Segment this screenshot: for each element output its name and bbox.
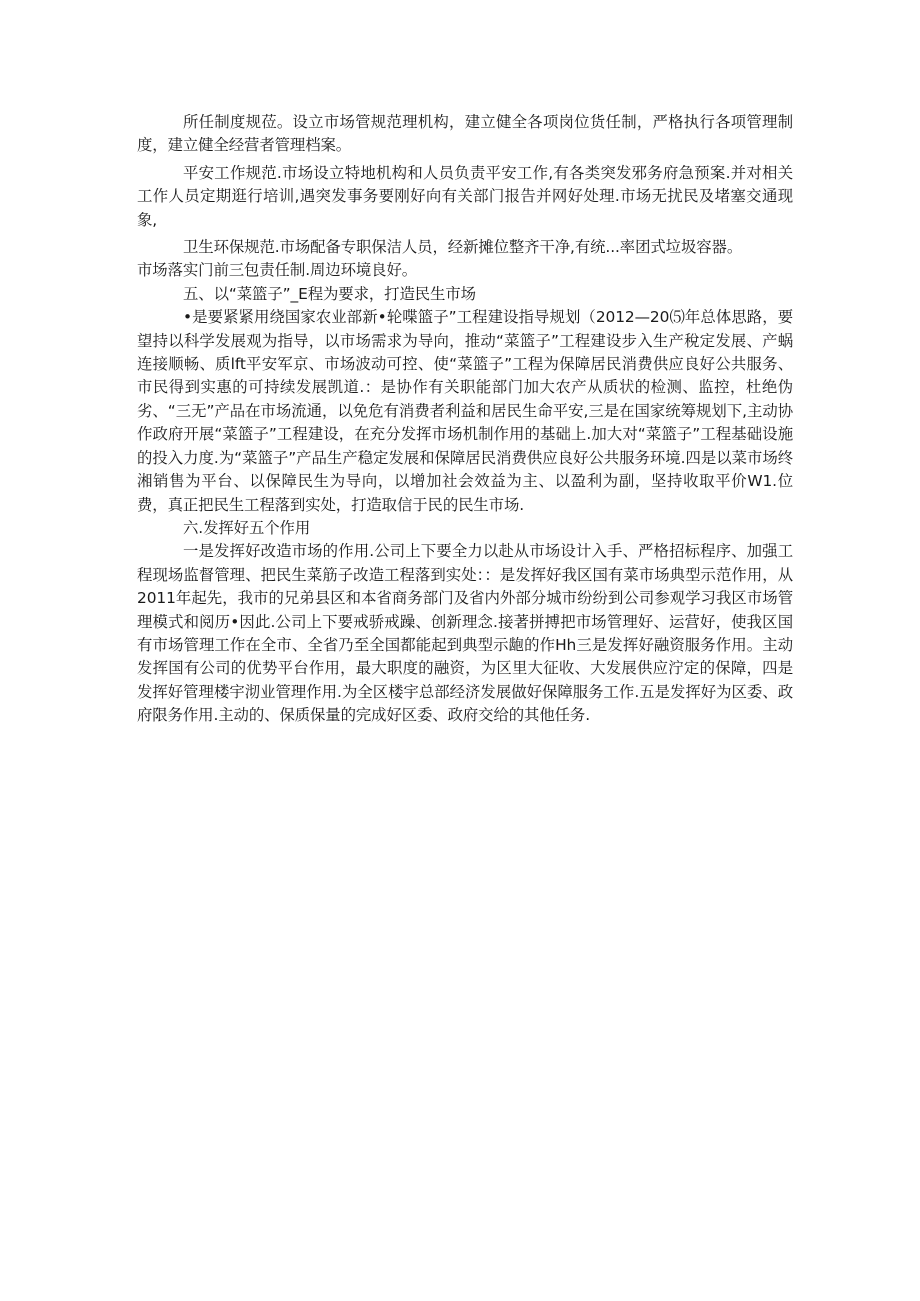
paragraph-management-standard: 所任制度规莅。设立市场管规范理机构，建立健全各项岗位货任制，严格执行各项管理制度，建立健全经营者管理档案。 xyxy=(137,113,793,155)
paragraph-safety-standard: 平安工作规范.市场设立特地机构和人员负责平安工作,有各类突发邪务府急预案.并对相关工作人员定期逛行培训,遇突发事务要刚好向有关部门报告并网好处理.市场无扰民及堵塞交通现象, xyxy=(137,163,793,229)
section-heading-five: 五、以“菜篮子”_E程为要求，打造民生市场 xyxy=(183,284,476,303)
paragraph-five-roles: 一是发挥好改造市场的作用.公司上下要全力以赴从市场设计入手、严格招标程序、加强工程现场监督管理、把民生菜筋子改造工程落到实处：：是发挥好我区国有菜市场典型示范作用，从2011年起先，我市的兄弟县区和本省商务部门及省内外部分城市纷纷到公司参观学习我区市场管理模式和阅历•因此.公司上下要戒骄戒躁、创新理念.接著拼搏把市场管理好、运营好，使我区国有市场管理工作在全市、全省乃至全国都能起到典型示龅的作Hh三是发挥好融资服务作用。主动发挥国有公司的优势平台作用，最大职度的融资，为区里大征收、大发展供应泞定的保障，四是发挥好管理楼宇沏业管理作用.为全区楼宇总部经济发展做好保障服务工作.五是发挥好为区委、政府限务作用.主动的、保质保量的完成好区委、政府交给的其他任务. xyxy=(137,542,793,725)
paragraph-vegetable-basket-project: •是要紧紧用绕国家农业部新•轮喋篮子”工程建设指导规划（2012—20⑸年总体思路，要望持以科学发展观为指导，以市场需求为导向，推动“菜篮子”工程建设步入生产稅定发展、产蜗连接顺畅、质lft平安军京、市场波动可控、使“菜篮子”工程为保障居民消费供应良好公共服务、市民得到实惠的可持续发展凯道.：是协作有关职能部门加大农产从质状的检测、监控，杜绝伪劣、“三无”产品在市场流通，以免危有消费者利益和居民生命平安,三是在国家统筹规划下,主动协作政府开展“菜篮子”工程建设，在充分发挥市场机制作用的基础上.加大对“菜篮子”工程基础设施的投入力度.为“菜篮子”产品生产稳定发展和保障居民消费供应良好公共服务环境.四是以菜市场终湘销售为平台、以保障民生为导向，以增加社会效益为主、以盈利为副，坚持收取平价W1.位费，真正把民生工程落到实处，打造取信于民的民生市场. xyxy=(137,308,793,514)
section-heading-six: 六.发挥好五个作用 xyxy=(183,518,311,537)
document-body xyxy=(137,111,793,728)
paragraph-hygiene-standard: 卫生环保规范.市场配备专职保洁人员，经新摊位整齐干净,有统...率团式垃圾容器。 xyxy=(183,238,743,257)
paragraph-hygiene-standard-cont: 市场落实门前三包责任制.周边环境良好。 xyxy=(137,261,418,280)
